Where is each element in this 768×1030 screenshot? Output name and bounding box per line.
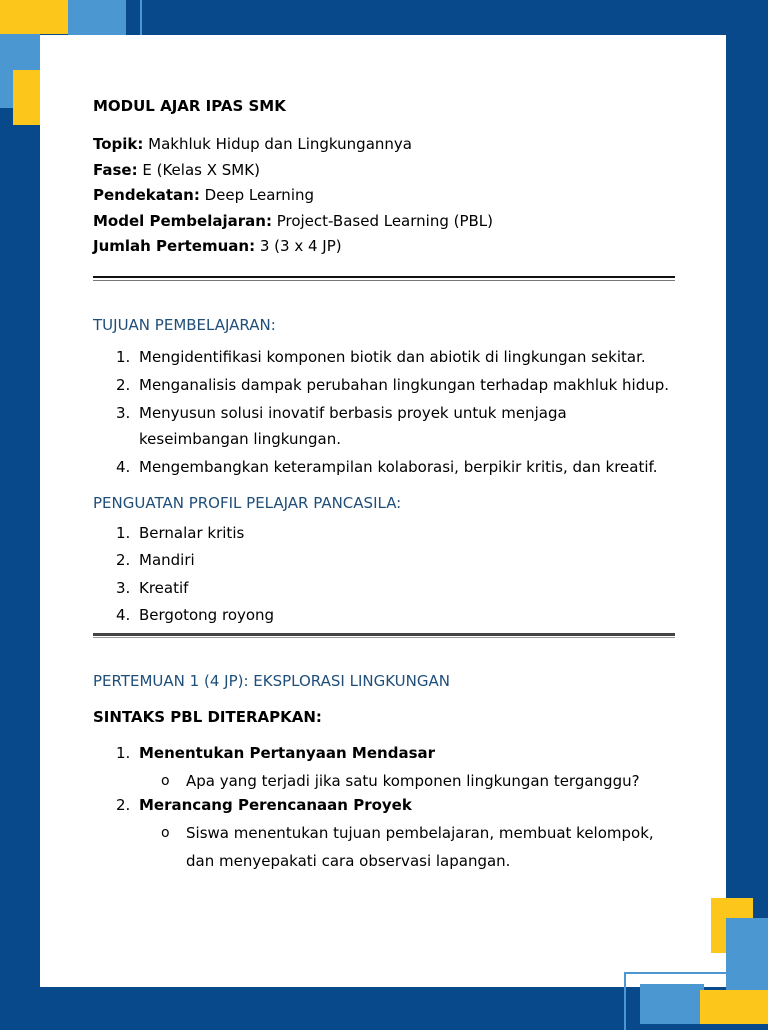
decor-yellow-block-bottom-right xyxy=(700,990,768,1024)
meta-value: Project-Based Learning (PBL) xyxy=(271,211,494,230)
list-text: Mengembangkan keterampilan kolaborasi, berpikir kritis, dan kreatif. xyxy=(139,457,658,476)
list-item xyxy=(93,578,678,598)
sub-bullet-item xyxy=(93,767,678,795)
list-item xyxy=(93,523,678,543)
meta-label: Fase: xyxy=(93,160,138,179)
list-number: 2. xyxy=(116,796,131,814)
meta-label: Jumlah Pertemuan: xyxy=(93,237,256,255)
sintaks-list xyxy=(93,743,678,763)
sub-bullet-item xyxy=(93,819,678,875)
meta-topik xyxy=(93,134,678,160)
profil-heading: PENGUATAN PROFIL PELAJAR PANCASILA: xyxy=(93,493,402,512)
step-title: Menentukan Pertanyaan Mendasar xyxy=(139,744,436,762)
list-number: 1. xyxy=(116,347,131,366)
list-number: 1. xyxy=(116,523,131,542)
list-item xyxy=(93,743,678,763)
meta-label: Topik: xyxy=(93,135,144,153)
list-item xyxy=(93,795,678,815)
list-number: 4. xyxy=(116,606,131,624)
meta-value: E (Kelas X SMK) xyxy=(137,160,260,179)
sub-text: Siswa menentukan tujuan pembelajaran, membuat kelompok, dan menyepakati cara observasi lapangan. xyxy=(186,824,654,870)
list-text: Menyusun solusi inovatif berbasis proyek untuk menjaga keseimbangan lingkungan. xyxy=(139,403,567,448)
decor-light-blue-block-bottom xyxy=(640,984,704,1024)
list-item xyxy=(93,400,678,452)
list-item xyxy=(93,605,678,625)
list-item xyxy=(93,454,678,480)
tujuan-heading: TUJUAN PEMBELAJARAN: xyxy=(93,315,276,334)
meta-value: Makhluk Hidup dan Lingkungannya xyxy=(143,135,412,153)
list-item xyxy=(93,344,678,370)
list-number: 3. xyxy=(116,578,131,597)
meta-label: Pendekatan: xyxy=(93,186,200,204)
meta-value: 3 (3 x 4 JP) xyxy=(255,237,342,255)
meta-block xyxy=(93,134,678,262)
tujuan-list xyxy=(93,344,678,480)
meta-fase xyxy=(93,160,678,186)
bullet-marker: o xyxy=(161,825,170,841)
list-text: Bernalar kritis xyxy=(139,523,245,542)
meta-value: Deep Learning xyxy=(199,186,315,204)
list-number: 1. xyxy=(116,744,131,762)
meta-label: Model Pembelajaran: xyxy=(93,211,272,230)
list-text: Mengidentifikasi komponen biotik dan abiotik di lingkungan sekitar. xyxy=(139,347,646,366)
sintaks-title: SINTAKS PBL DITERAPKAN: xyxy=(93,708,322,726)
document-title: MODUL AJAR IPAS SMK xyxy=(93,97,286,115)
divider-line xyxy=(93,276,675,281)
list-text: Kreatif xyxy=(139,578,189,597)
divider-line xyxy=(93,633,675,638)
list-text: Bergotong royong xyxy=(139,606,275,624)
list-item xyxy=(93,550,678,570)
meta-pendekatan xyxy=(93,185,678,211)
list-item xyxy=(93,372,678,398)
pertemuan-heading: PERTEMUAN 1 (4 JP): EKSPLORASI LINGKUNGAN xyxy=(93,672,450,690)
list-number: 2. xyxy=(116,375,131,394)
bullet-marker: o xyxy=(161,773,170,789)
meta-model xyxy=(93,211,678,237)
sintaks-list-continued xyxy=(93,795,678,815)
list-number: 4. xyxy=(116,457,131,476)
list-number: 3. xyxy=(116,403,131,422)
sub-text: Apa yang terjadi jika satu komponen lingkungan terganggu? xyxy=(186,772,640,790)
list-text: Mandiri xyxy=(139,551,195,569)
profil-list xyxy=(93,523,678,626)
list-text: Menganalisis dampak perubahan lingkungan terhadap makhluk hidup. xyxy=(139,375,670,394)
meta-jumlah xyxy=(93,236,678,262)
step-title: Merancang Perencanaan Proyek xyxy=(139,796,412,814)
document-content xyxy=(93,96,678,875)
list-number: 2. xyxy=(116,551,131,569)
